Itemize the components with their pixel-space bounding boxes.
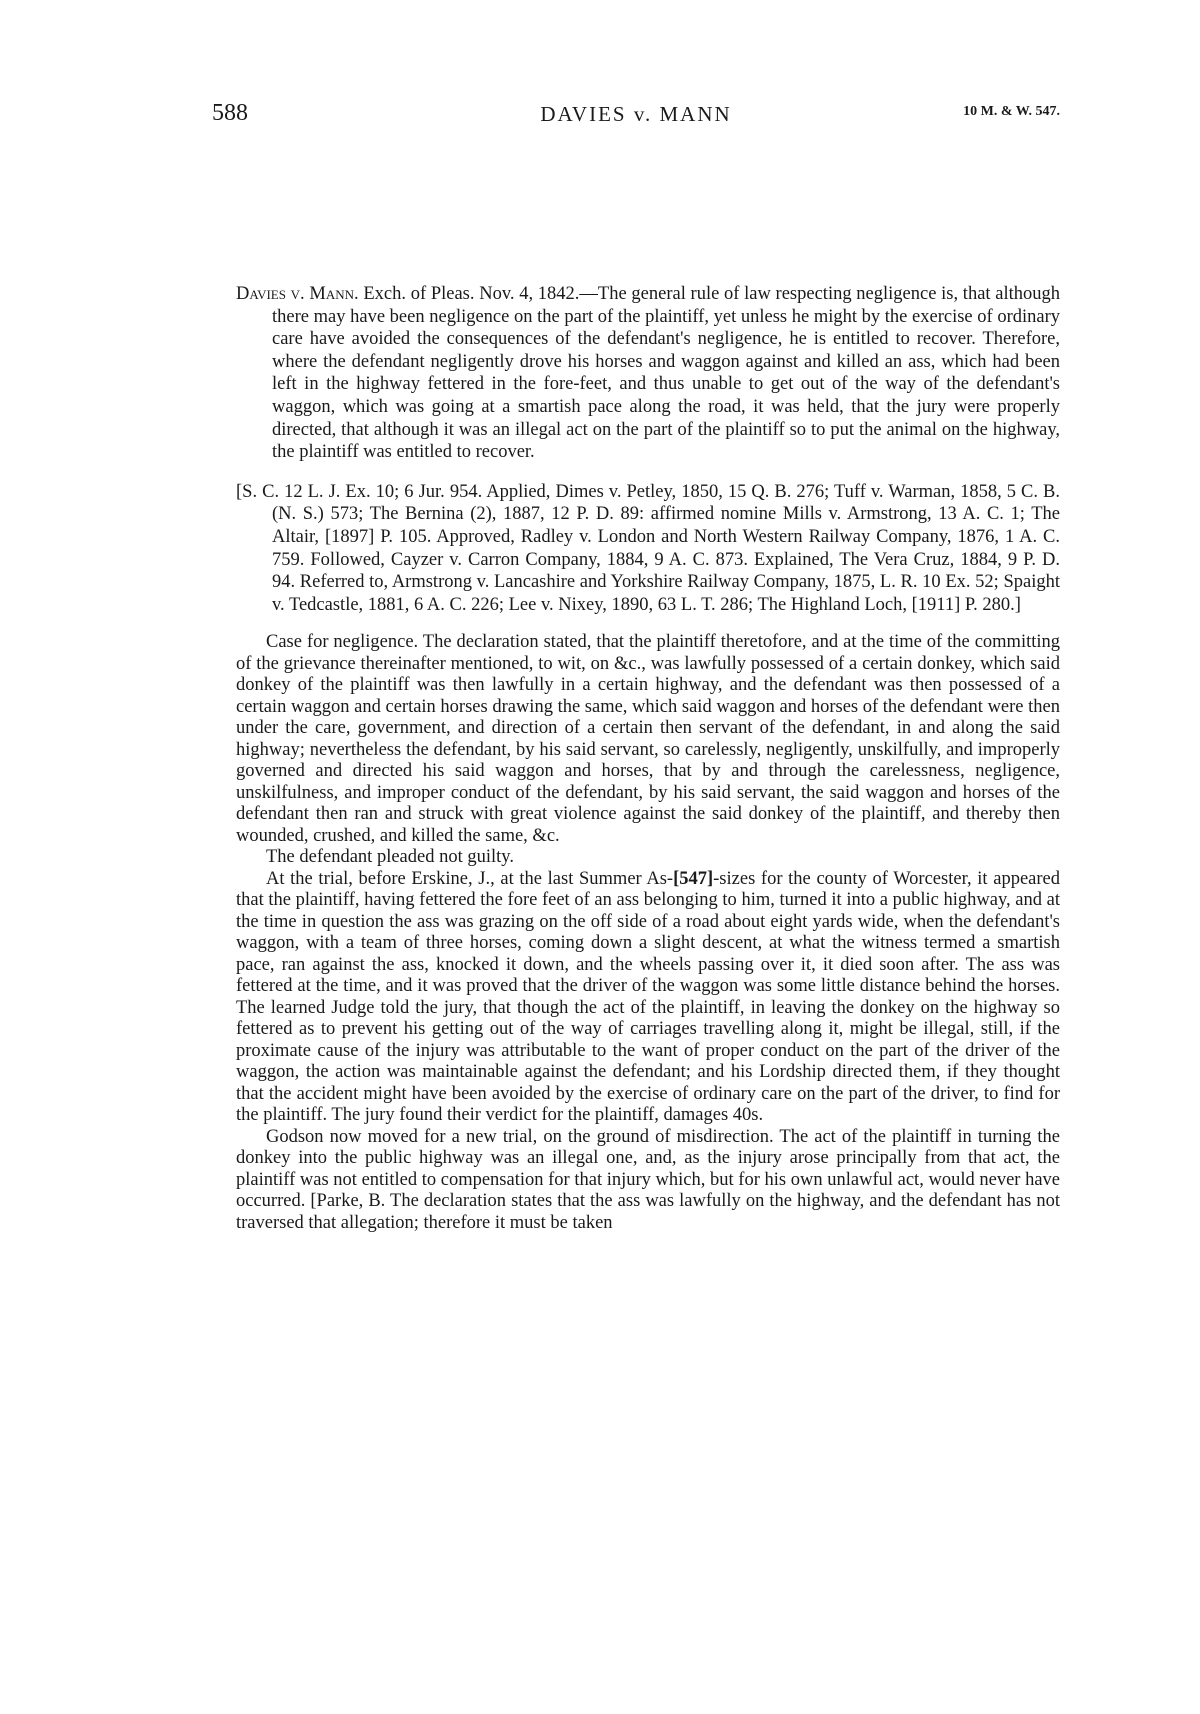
declaration-paragraph: Case for negligence. The declaration stated, that the plaintiff theretofore, and at the time of the committing of the grievance thereinafter mentioned, to wit, on &c., was lawfully possessed of a certain donkey, which said donkey of the plaintiff was then lawfully in a certain highway, and the defendant was then possessed of a certain waggon and certain horses drawing the same, which said waggon and horses of the defendant were then under the care, government, and direction of a certain then servant of the defendant, in and along the said highway; nevertheless the defendant, by his said servant, so carelessly, negligently, unskilfully, and improperly governed and directed his said waggon and horses, that by and through the carelessness, negligence, unskilfulness, and improper conduct of the defendant, by his said servant, the said waggon and horses of the defendant then ran and struck with great violence against the said donkey of the plaintiff, and thereby then wounded, crushed, and killed the same, &c.: [236, 632, 1060, 846]
motion-paragraph: Godson now moved for a new trial, on the ground of misdirection. The act of the plaintiff in turning the donkey into the public highway was an illegal one, and, as the injury arose principally from that act, the plaintiff was not entitled to compensation for that injury which, but for his own unlawful act, would never have occurred. [Parke, B. The declaration states that the ass was lawfully on the highway, and the defendant has not traversed that allegation; therefore it must be taken: [236, 1126, 1060, 1233]
page-number: 588: [212, 100, 248, 126]
plea-paragraph: The defendant pleaded not guilty.: [266, 847, 514, 868]
trial-paragraph: [236, 869, 1060, 1127]
trial-text-before: At the trial, before Erskine, J., at the last Summer As-: [266, 868, 674, 889]
running-head: [212, 100, 1060, 130]
trial-text-after: -sizes for the county of Worcester, it appeared that the plaintiff, having fettered the fore feet of an ass belonging to him, turned it into a public highway, and at the time in question the ass was grazing on the off side of a road about eight yards wide, when the defendant's waggon, with a team of three horses, coming down a slight descent, at what the witness termed a smartish pace, ran against the ass, knocked it down, and the wheels passing over it, it died soon after. The ass was fettered at the time, and it was proved that the driver of the waggon was some little distance behind the horses. The learned Judge told the jury, that though the act of the plaintiff, in leaving the donkey on the highway so fettered as to prevent his getting out of the way of carriages travelling along it, might be illegal, still, if the proximate cause of the injury was attributable to the want of proper conduct on the part of the driver of the waggon, the action was maintainable against the defendant; and his Lordship directed them, if they thought that the accident might have been avoided by the exercise of ordinary care on the part of the driver, to find for the plaintiff. The jury found their verdict for the plaintiff, damages 40s.: [236, 868, 1060, 1126]
headnote: [236, 283, 1060, 464]
case-name: Davies v. Mann.: [236, 284, 359, 304]
running-title: DAVIES v. MANN: [540, 102, 732, 126]
page-marker: [547]: [673, 868, 714, 889]
case-references: [S. C. 12 L. J. Ex. 10; 6 Jur. 954. Applied, Dimes v. Petley, 1850, 15 Q. B. 276; Tuff v. Warman, 1858, 5 C. B. (N. S.) 573; The Bernina (2), 1887, 12 P. D. 89: affirmed nomine Mills v. Armstrong, 13 A. C. 1; The Altair, [1897] P. 105. Approved, Radley v. London and North Western Railway Company, 1876, 1 A. C. 759. Followed, Cayzer v. Carron Company, 1884, 9 A. C. 873. Explained, The Vera Cruz, 1884, 9 P. D. 94. Referred to, Armstrong v. Lancashire and Yorkshire Railway Company, 1875, L. R. 10 Ex. 52; Spaight v. Tedcastle, 1881, 6 A. C. 226; Lee v. Nixey, 1890, 63 L. T. 286; The Highland Loch, [1911] P. 280.]: [236, 481, 1060, 615]
headnote-text: Exch. of Pleas. Nov. 4, 1842.—The general rule of law respecting negligence is, that although there may have been negligence on the part of the plaintiff, yet unless he might by the exercise of ordinary care have avoided the consequences of the defendant's negligence, he is entitled to recover. Therefore, where the defendant negligently drove his horses and waggon against and killed an ass, which had been left in the highway fettered in the fore-feet, and thus unable to get out of the way of the defendant's waggon, which was going at a smartish pace along the road, it was held, that the jury were properly directed, that although it was an illegal act on the part of the plaintiff so to put the animal on the highway, the plaintiff was entitled to recover.: [272, 284, 1060, 463]
report-body: [236, 283, 1060, 1234]
report-citation: 10 M. & W. 547.: [963, 104, 1060, 119]
